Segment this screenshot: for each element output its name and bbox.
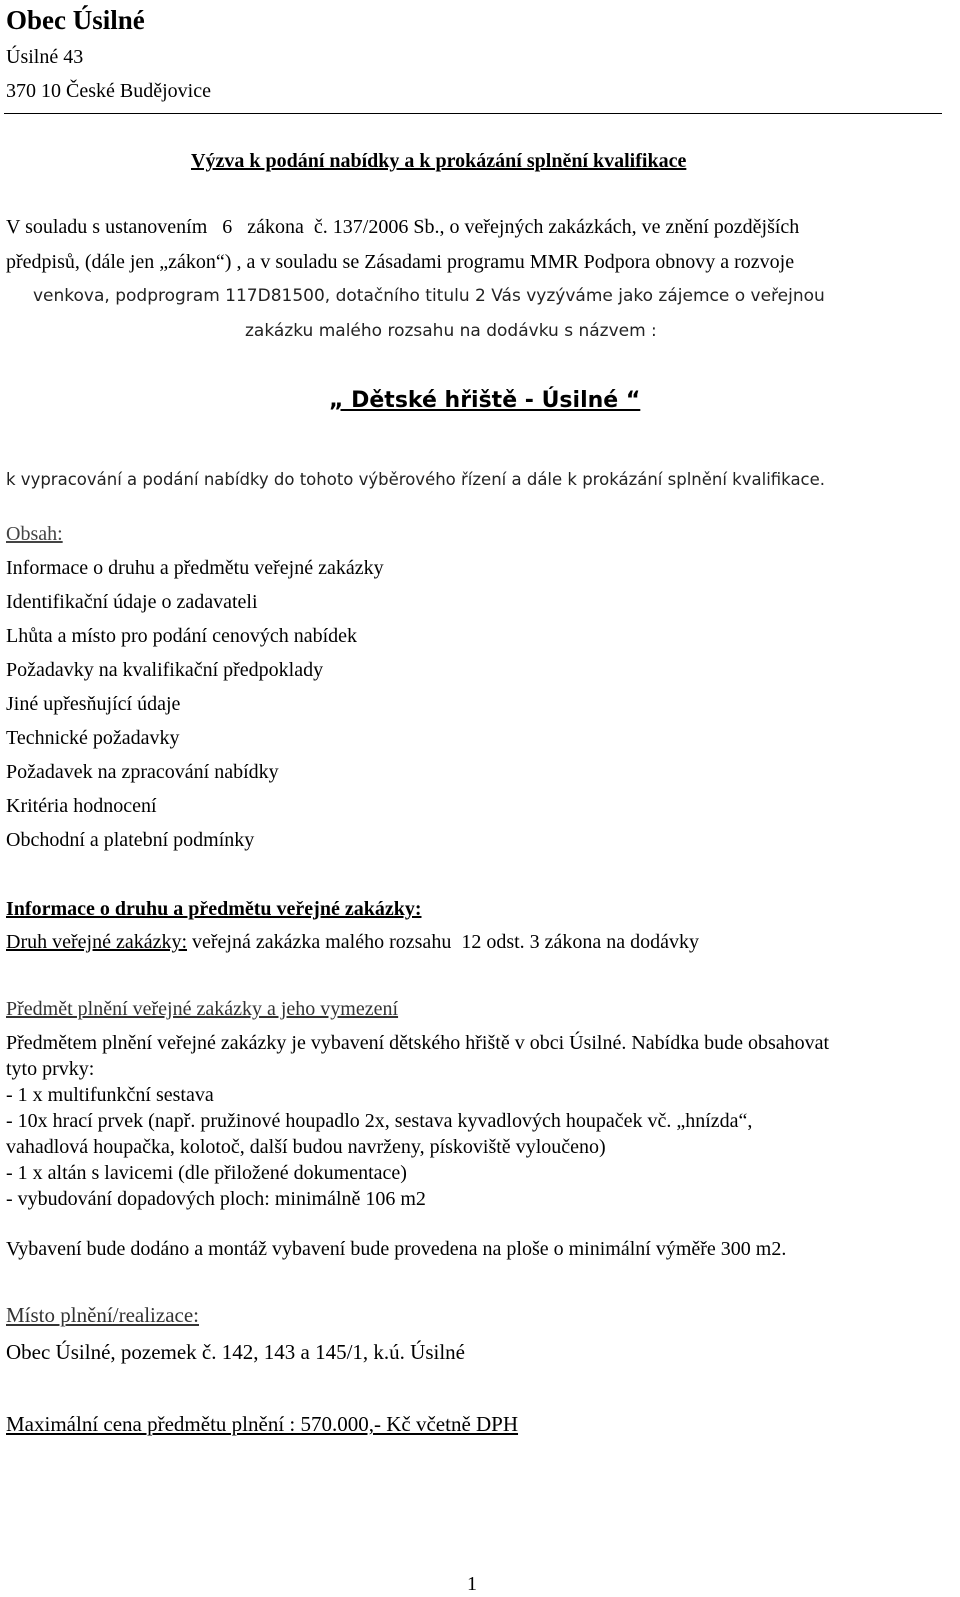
intro-line-4: zakázku malého rozsahu na dodávku s názvem : xyxy=(245,321,657,341)
place-value: Obec Úsilné, pozemek č. 142, 143 a 145/1, k.ú. Úsilné xyxy=(6,1340,465,1364)
equipment-note: Vybavení bude dodáno a montáž vybavení bude provedena na ploše o minimální výměře 300 m2. xyxy=(6,1238,787,1260)
intro-line-2: předpisů, (dále jen „zákon“) , a v souladu se Zásadami programu MMR Podpora obnovy a rozvoje xyxy=(6,251,795,273)
contract-type-label: Druh veřejné zakázky: xyxy=(6,931,188,953)
subject-line: vahadlová houpačka, kolotoč, další budou navrženy, pískoviště vyloučeno) xyxy=(6,1136,606,1158)
subject-line: Předmětem plnění veřejné zakázky je vybavení dětského hřiště v obci Úsilné. Nabídka bude obsahovat xyxy=(6,1032,830,1054)
contents-item: Kritéria hodnocení xyxy=(6,795,157,817)
purpose-text: k vypracování a podání nabídky do tohoto výběrového řízení a dále k prokázání splnění kvalifikace. xyxy=(6,470,826,489)
header-divider xyxy=(4,113,942,114)
contents-heading: Obsah: xyxy=(6,523,63,545)
contents-item: Jiné upřesňující údaje xyxy=(6,693,181,715)
place-heading: Místo plnění/realizace: xyxy=(6,1303,200,1327)
max-price: Maximální cena předmětu plnění : 570.000,- Kč včetně DPH xyxy=(6,1412,519,1436)
subject-heading: Předmět plnění veřejné zakázky a jeho vymezení xyxy=(6,998,399,1020)
contents-item: Obchodní a platební podmínky xyxy=(6,829,255,851)
contract-type-line xyxy=(6,931,699,954)
address-line-2: 370 10 České Budějovice xyxy=(6,80,211,102)
contents-item: Technické požadavky xyxy=(6,727,180,749)
contents-item: Identifikační údaje o zadavateli xyxy=(6,591,258,613)
contents-item: Požadavky na kvalifikační předpoklady xyxy=(6,659,324,681)
intro-line-1: V souladu s ustanovením 6 zákona č. 137/2006 Sb., o veřejných zakázkách, ve znění pozdějších xyxy=(6,216,800,238)
project-name: „ Dětské hřiště - Úsilné “ xyxy=(329,388,641,413)
subject-line: - vybudování dopadových ploch: minimálně 106 m2 xyxy=(6,1188,426,1210)
subject-line: - 1 x altán s lavicemi (dle přiložené dokumentace) xyxy=(6,1162,407,1184)
page-number: 1 xyxy=(467,1573,477,1595)
subject-line: tyto prvky: xyxy=(6,1058,95,1080)
contents-item: Požadavek na zpracování nabídky xyxy=(6,761,279,783)
contents-item: Lhůta a místo pro podání cenových nabídek xyxy=(6,625,358,647)
intro-line-3: venkova, podprogram 117D81500, dotačního titulu 2 Vás vyzýváme jako zájemce o veřejnou xyxy=(33,286,825,306)
address-line-1: Úsilné 43 xyxy=(6,46,84,68)
contents-item: Informace o druhu a předmětu veřejné zakázky xyxy=(6,557,384,579)
contract-type-value: veřejná zakázka malého rozsahu 12 odst. 3 zákona na dodávky xyxy=(187,931,700,953)
document-title: Výzva k podání nabídky a k prokázání splnění kvalifikace xyxy=(191,150,687,172)
subject-line: - 10x hrací prvek (např. pružinové houpadlo 2x, sestava kyvadlových houpaček vč. „hnízda“, xyxy=(6,1110,753,1132)
section-heading: Informace o druhu a předmětu veřejné zakázky: xyxy=(6,898,422,920)
subject-line: - 1 x multifunkční sestava xyxy=(6,1084,214,1106)
org-name: Obec Úsilné xyxy=(6,5,145,35)
